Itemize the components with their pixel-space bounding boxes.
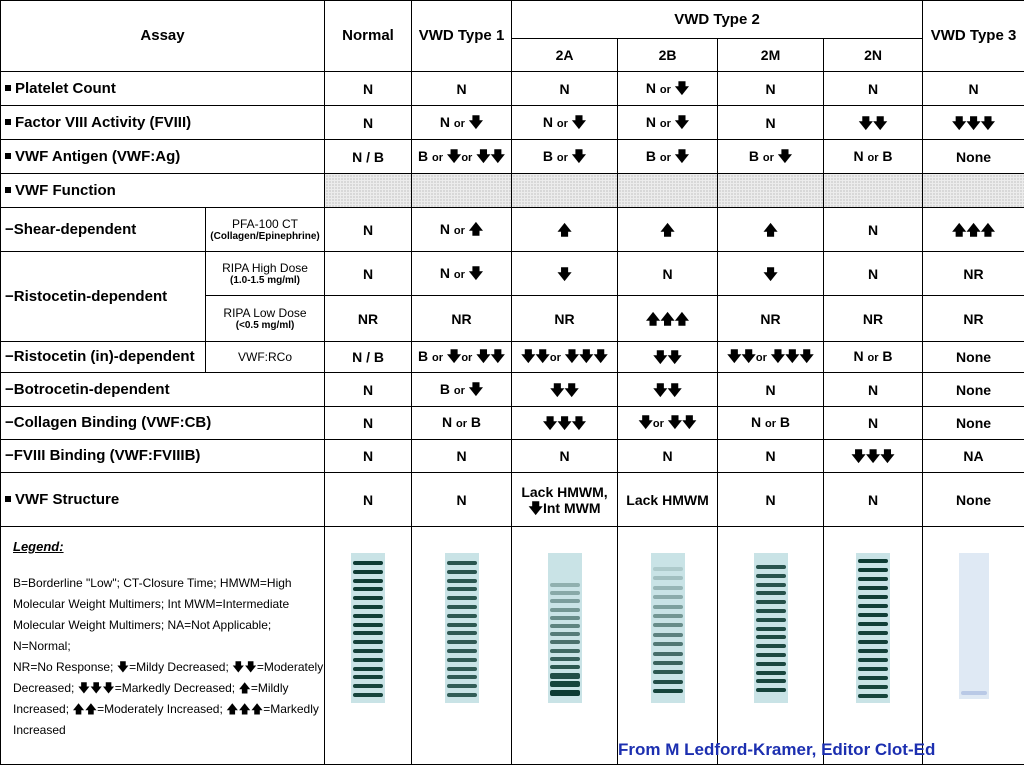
gel-band (653, 670, 683, 674)
gel-band (550, 690, 580, 696)
gel-band (756, 600, 786, 604)
cell: Lack HMWM, 🡇Int MWM (512, 473, 618, 527)
gel-band (447, 693, 477, 697)
table-row (1, 407, 1024, 440)
double-arrow-down-icon: 🡇🡇 (550, 381, 579, 398)
gel-band (858, 595, 888, 599)
gel-band (550, 649, 580, 653)
double-arrow-down-icon: 🡇🡇 (476, 348, 506, 364)
arrow-up-icon: 🡅 (468, 220, 484, 237)
cell (512, 208, 618, 252)
cell: NR (923, 252, 1024, 296)
gel-band (353, 623, 383, 627)
header-type3: VWD Type 3 (923, 1, 1024, 72)
cell: NR (412, 296, 512, 342)
row-label: VWF Antigen (VWF:Ag) (1, 140, 325, 174)
gel-band (447, 587, 477, 591)
cell: NR (923, 296, 1024, 342)
cell: N (824, 473, 923, 527)
cell: N (718, 106, 824, 140)
row-label: −Ristocetin (in)-dependent (1, 342, 206, 373)
double-arrow-down-icon: 🡇🡇 (653, 381, 682, 398)
gel-band (550, 599, 580, 603)
double-arrow-down-icon: 🡇🡇 (667, 414, 697, 430)
header-2b: 2B (618, 39, 718, 72)
row-label: VWF Function (1, 174, 325, 208)
test-cell: RIPA Low Dose (<0.5 mg/ml) (206, 296, 325, 342)
gel-band (353, 579, 383, 583)
table-row (1, 473, 1024, 527)
gel-band (653, 642, 683, 646)
gel-band (353, 684, 383, 688)
gel-band (858, 640, 888, 644)
triple-arrow-down-icon: 🡇🡇🡇 (951, 114, 996, 131)
arrow-down-icon: 🡇 (763, 265, 778, 282)
gel-band (858, 577, 888, 581)
gel-band (653, 633, 683, 637)
cell (824, 440, 923, 473)
gel-band (653, 595, 683, 599)
cell: N or B (718, 407, 824, 440)
triple-arrow-down-icon: 🡇🡇🡇 (851, 448, 895, 464)
cell: NR (718, 296, 824, 342)
table-row (1, 72, 1024, 106)
cell: N or B (824, 140, 923, 174)
gel-band (447, 596, 477, 600)
arrow-down-icon: 🡇 (528, 499, 543, 516)
gel-band (447, 605, 477, 609)
gel-band (353, 570, 383, 574)
gel-band (353, 596, 383, 600)
triple-arrow-down-icon: 🡇🡇🡇 (770, 348, 814, 364)
cell: N (824, 407, 923, 440)
cell: N (412, 473, 512, 527)
cell (512, 252, 618, 296)
arrow-down-icon: 🡇 (446, 348, 462, 364)
shaded-cell (718, 174, 824, 208)
table-row (1, 174, 1024, 208)
cell: N or 🡇 (412, 252, 512, 296)
cell: B or 🡇 (512, 140, 618, 174)
gel-band (447, 675, 477, 679)
shaded-cell (824, 174, 923, 208)
gel-band (858, 586, 888, 590)
cell (618, 342, 718, 373)
cell: None (923, 473, 1024, 527)
shaded-cell (923, 174, 1024, 208)
header-type2: VWD Type 2 (512, 1, 923, 39)
header-type1: VWD Type 1 (412, 1, 512, 72)
gel-band (858, 676, 888, 680)
cell: N (923, 72, 1024, 106)
arrow-down-icon: 🡇 (468, 264, 484, 281)
gel-band (756, 671, 786, 675)
cell (923, 208, 1024, 252)
gel-band (353, 693, 383, 697)
bullet-icon (5, 496, 11, 502)
gel-band (756, 591, 786, 595)
arrow-down-icon: 🡇 (571, 147, 587, 164)
cell: NR (824, 296, 923, 342)
gel-band (756, 583, 786, 587)
gel-band (653, 614, 683, 618)
cell: N (325, 407, 412, 440)
gel-band (653, 586, 683, 590)
arrow-down-icon: 🡇 (638, 414, 653, 430)
table-row (1, 106, 1024, 140)
cell: N or 🡇 (412, 106, 512, 140)
cell: N (325, 106, 412, 140)
cell: B or 🡇or 🡇🡇 (412, 140, 512, 174)
arrow-up-icon: 🡅 (238, 681, 251, 695)
gel-band (961, 691, 987, 695)
cell (618, 373, 718, 407)
triple-arrow-down-icon: 🡇🡇🡇 (564, 348, 608, 364)
gel-band (353, 658, 383, 662)
multimer-gel-image (548, 553, 582, 703)
double-arrow-down-icon: 🡇🡇 (727, 348, 756, 364)
gel-band (353, 667, 383, 671)
arrow-down-icon: 🡇 (557, 265, 572, 282)
table-row (1, 342, 1024, 373)
gel-band (550, 657, 580, 661)
gel-band (353, 587, 383, 591)
cell: B or 🡇 (618, 140, 718, 174)
arrow-down-icon: 🡇 (777, 147, 793, 164)
triple-arrow-up-icon: 🡅🡅🡅 (645, 310, 690, 327)
multimer-gel-image (351, 553, 385, 703)
gel-band (353, 614, 383, 618)
arrow-down-icon: 🡇 (674, 113, 690, 130)
cell: N or 🡇 (618, 72, 718, 106)
bullet-icon (5, 153, 11, 159)
table-row (1, 373, 1024, 407)
arrow-up-icon: 🡅 (557, 221, 572, 238)
gel-band (550, 673, 580, 679)
gel-band (858, 649, 888, 653)
gel-band (550, 632, 580, 636)
cell: None (923, 373, 1024, 407)
cell: NR (512, 296, 618, 342)
test-cell: VWF:RCo (206, 342, 325, 373)
test-cell: RIPA High Dose (1.0-1.5 mg/ml) (206, 252, 325, 296)
double-arrow-up-icon: 🡅🡅 (72, 702, 98, 716)
gel-band (653, 661, 683, 665)
gel-band (756, 609, 786, 613)
gel-lane-type3 (923, 527, 1024, 765)
gel-band (653, 623, 683, 627)
cell: N (618, 440, 718, 473)
cell: N (824, 373, 923, 407)
arrow-down-icon: 🡇 (116, 660, 130, 674)
cell: N (718, 473, 824, 527)
gel-band (653, 652, 683, 656)
cell: N (512, 440, 618, 473)
double-arrow-down-icon: 🡇🡇 (232, 660, 257, 674)
cell: N (325, 72, 412, 106)
cell: N or B (824, 342, 923, 373)
triple-arrow-up-icon: 🡅🡅🡅 (226, 702, 264, 716)
gel-band (858, 631, 888, 635)
gel-band (353, 649, 383, 653)
gel-band (756, 618, 786, 622)
gel-band (550, 591, 580, 595)
gel-band (447, 623, 477, 627)
header-2a: 2A (512, 39, 618, 72)
arrow-down-icon: 🡇 (674, 79, 690, 96)
gel-band (756, 688, 786, 692)
cell: B or 🡇 (718, 140, 824, 174)
shaded-cell (512, 174, 618, 208)
table-row (1, 252, 1024, 296)
legend-title: Legend: (13, 539, 64, 554)
gel-band (353, 675, 383, 679)
gel-band (756, 644, 786, 648)
gel-band (353, 640, 383, 644)
table-row (1, 140, 1024, 174)
cell: 🡇🡇or 🡇🡇🡇 (512, 342, 618, 373)
gel-band (756, 627, 786, 631)
cell: N (325, 473, 412, 527)
cell (512, 373, 618, 407)
row-label: −Ristocetin-dependent (1, 252, 206, 342)
cell: NR (325, 296, 412, 342)
gel-lane-2b (618, 527, 718, 765)
cell: N (718, 72, 824, 106)
cell: NA (923, 440, 1024, 473)
gel-band (550, 583, 580, 587)
table-row (1, 440, 1024, 473)
gel-band (756, 679, 786, 683)
cell: N (512, 72, 618, 106)
gel-band (550, 665, 580, 669)
gel-band (653, 576, 683, 580)
gel-band (447, 658, 477, 662)
gel-band (756, 574, 786, 578)
gel-band (858, 559, 888, 563)
gel-band (447, 649, 477, 653)
cell: N or 🡇 (618, 106, 718, 140)
gel-band (858, 658, 888, 662)
cell (718, 208, 824, 252)
cell: N (824, 252, 923, 296)
cell: None (923, 407, 1024, 440)
cell: N (718, 440, 824, 473)
multimer-gel-row (1, 527, 1024, 765)
cell: N (618, 252, 718, 296)
row-label: −FVIII Binding (VWF:FVIIIB) (1, 440, 325, 473)
multimer-gel-image (856, 553, 890, 703)
gel-band (756, 565, 786, 569)
cell: None (923, 140, 1024, 174)
gel-lane-2a (512, 527, 618, 765)
double-arrow-down-icon: 🡇🡇 (653, 349, 682, 365)
row-label: −Shear-dependent (1, 208, 206, 252)
gel-band (756, 635, 786, 639)
cell: N or 🡇 (512, 106, 618, 140)
cell: N (824, 72, 923, 106)
cell (923, 106, 1024, 140)
cell: Lack HMWM (618, 473, 718, 527)
row-label: −Botrocetin-dependent (1, 373, 325, 407)
credit-text: From M Ledford-Kramer, Editor Clot-Ed (618, 740, 936, 759)
cell: 🡇or 🡇🡇 (618, 407, 718, 440)
cell: 🡇🡇or 🡇🡇🡇 (718, 342, 824, 373)
gel-band (653, 689, 683, 693)
cell (618, 296, 718, 342)
gel-band (447, 640, 477, 644)
test-cell: PFA-100 CT (Collagen/Epinephrine) (206, 208, 325, 252)
gel-band (653, 680, 683, 684)
row-label: VWF Structure (1, 473, 325, 527)
row-label: Factor VIII Activity (FVIII) (1, 106, 325, 140)
gel-band (756, 662, 786, 666)
multimer-gel-image (754, 553, 788, 703)
cell: None (923, 342, 1024, 373)
multimer-gel-image (959, 553, 989, 699)
cell (512, 407, 618, 440)
header-2m: 2M (718, 39, 824, 72)
cell: N (325, 373, 412, 407)
cell: N or B (412, 407, 512, 440)
cell: N / B (325, 342, 412, 373)
gel-band (353, 561, 383, 565)
gel-band (858, 568, 888, 572)
gel-lane-normal (325, 527, 412, 765)
cell: B or 🡇 (412, 373, 512, 407)
triple-arrow-down-icon: 🡇🡇🡇 (542, 415, 587, 431)
gel-band (447, 614, 477, 618)
gel-band (858, 613, 888, 617)
shaded-cell (618, 174, 718, 208)
arrow-down-icon: 🡇 (468, 380, 484, 397)
gel-band (550, 624, 580, 628)
header-normal: Normal (325, 1, 412, 72)
legend (1, 527, 325, 765)
cell: N (325, 208, 412, 252)
gel-band (550, 640, 580, 644)
cell: N (412, 440, 512, 473)
shaded-cell (412, 174, 512, 208)
cell: N (824, 208, 923, 252)
cell: N (718, 373, 824, 407)
double-arrow-down-icon: 🡇🡇 (521, 348, 550, 364)
cell: B or 🡇or 🡇🡇 (412, 342, 512, 373)
bullet-icon (5, 85, 11, 91)
cell: N (412, 72, 512, 106)
cell: N (325, 252, 412, 296)
legend-text: B=Borderline "Low"; CT-Closure Time; HMWM=High Molecular Weight Multimers; Int MWM=Intermediate Molecular Weight Multimers; NA=Not Applicable; N=Normal; NR=No Response; 🡇=Mildy Decreased; 🡇🡇=Moderately Decreased; 🡇🡇🡇=Markedly Decreased; 🡅=Mildly Increased; 🡅🡅=Moderately Increased; 🡅🡅🡅=Markedly Increased (13, 576, 324, 737)
header-2n: 2N (824, 39, 923, 72)
table-row (1, 208, 1024, 252)
gel-band (653, 567, 683, 571)
shaded-cell (325, 174, 412, 208)
arrow-down-icon: 🡇 (571, 113, 587, 130)
gel-band (858, 604, 888, 608)
gel-band (653, 605, 683, 609)
gel-band (447, 667, 477, 671)
arrow-down-icon: 🡇 (468, 113, 484, 130)
gel-band (550, 616, 580, 620)
gel-lane-type1 (412, 527, 512, 765)
double-arrow-down-icon: 🡇🡇 (476, 147, 506, 164)
multimer-gel-image (445, 553, 479, 703)
triple-arrow-up-icon: 🡅🡅🡅 (951, 221, 996, 238)
gel-band (858, 667, 888, 671)
gel-band (447, 684, 477, 688)
cell (718, 252, 824, 296)
gel-band (858, 622, 888, 626)
gel-band (447, 579, 477, 583)
double-arrow-down-icon: 🡇🡇 (858, 114, 888, 131)
gel-band (353, 605, 383, 609)
bullet-icon (5, 119, 11, 125)
gel-band (447, 561, 477, 565)
gel-band (353, 631, 383, 635)
row-label: −Collagen Binding (VWF:CB) (1, 407, 325, 440)
gel-band (550, 681, 580, 687)
arrow-up-icon: 🡅 (660, 221, 675, 238)
arrow-down-icon: 🡇 (446, 147, 462, 164)
bullet-icon (5, 187, 11, 193)
triple-arrow-down-icon: 🡇🡇🡇 (77, 681, 115, 695)
gel-lane-2n (824, 527, 923, 765)
gel-band (858, 685, 888, 689)
arrow-down-icon: 🡇 (674, 147, 690, 164)
gel-band (447, 631, 477, 635)
cell: N / B (325, 140, 412, 174)
arrow-up-icon: 🡅 (763, 221, 778, 238)
gel-band (447, 570, 477, 574)
cell (824, 106, 923, 140)
row-label: Platelet Count (1, 72, 325, 106)
gel-band (756, 653, 786, 657)
multimer-gel-image (651, 553, 685, 703)
cell: N or 🡅 (412, 208, 512, 252)
cell: N (325, 440, 412, 473)
gel-band (550, 608, 580, 612)
gel-lane-2m (718, 527, 824, 765)
gel-band (858, 694, 888, 698)
header-assay: Assay (1, 1, 325, 72)
cell (618, 208, 718, 252)
